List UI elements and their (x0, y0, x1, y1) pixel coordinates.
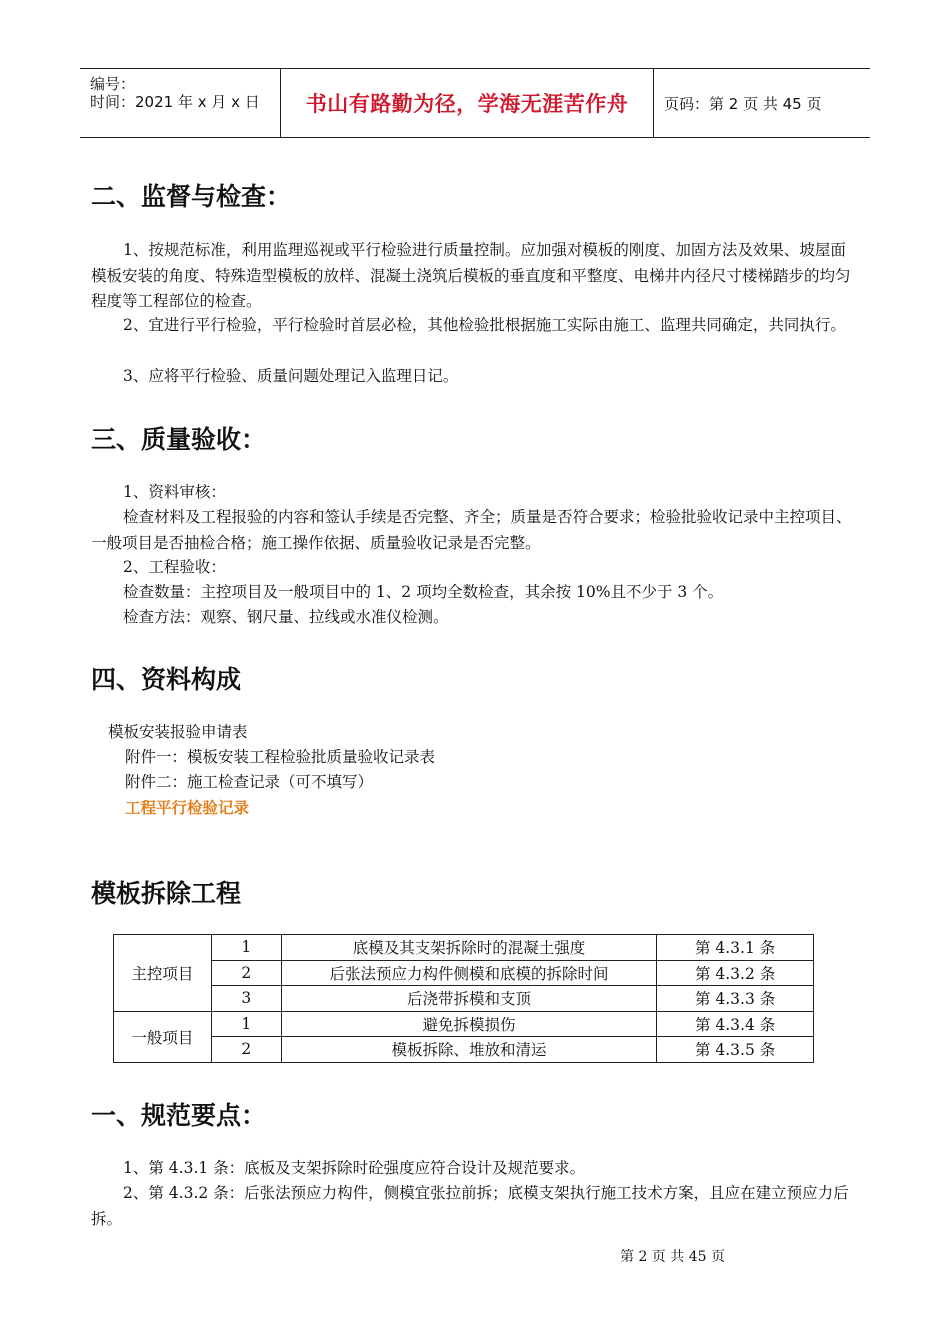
parallel-inspection-link-row (125, 796, 895, 822)
item-clause-cell: 第 4.3.5 条 (657, 1037, 814, 1063)
document-item: 附件二：施工检查记录（可不填写） (125, 773, 374, 791)
paragraph: 2、第 4.3.2 条：后张法预应力构件，侧模宜张拉前拆；底模支架执行施工技术方案，且应在建立预应力后拆。 (91, 1184, 849, 1228)
paragraph: 检查数量：主控项目及一般项目中的 1、2 项均全数检查，其余按 10%且不少于 3 个。 (123, 583, 724, 601)
item-no-cell: 3 (211, 986, 281, 1012)
item-desc-cell: 后张法预应力构件侧模和底模的拆除时间 (281, 960, 656, 986)
header-motto-cell (281, 69, 654, 137)
header-page-info: 页码：第 2 页 共 45 页 (664, 94, 822, 113)
removal-heading: 模板拆除工程 (91, 879, 242, 908)
removal-items-table (113, 934, 814, 1063)
section-heading-key-points: 一、规范要点： (91, 1101, 267, 1130)
table-row (114, 986, 814, 1012)
paragraph: 1、第 4.3.1 条：底板及支架拆除时砼强度应符合设计及规范要求。 (123, 1159, 586, 1177)
time-label: 时间：2021 年 x 月 x 日 (90, 93, 260, 111)
paragraph: 检查方法：观察、钢尺量、拉线或水准仪检测。 (123, 608, 449, 626)
item-clause-cell: 第 4.3.2 条 (657, 960, 814, 986)
section-heading-acceptance: 三、质量验收： (91, 425, 267, 454)
item-no-cell: 1 (211, 1011, 281, 1037)
paragraph: 检查材料及工程报验的内容和签认手续是否完整、齐全；质量是否符合要求；检验批验收记录中主控项目、一般项目是否抽检合格；施工操作依据、质量验收记录是否完整。 (91, 508, 852, 552)
header-page-cell (654, 69, 870, 137)
item-desc-cell: 避免拆模损伤 (281, 1011, 656, 1037)
item-clause-cell: 第 4.3.4 条 (657, 1011, 814, 1037)
item-no-cell: 2 (211, 960, 281, 986)
table-row (114, 1037, 814, 1063)
item-desc-cell: 底模及其支架拆除时的混凝土强度 (281, 935, 656, 961)
page-header (80, 68, 870, 138)
section-heading-supervision: 二、监督与检查： (91, 182, 292, 211)
item-no-cell: 1 (211, 935, 281, 961)
item-desc-cell: 模板拆除、堆放和清运 (281, 1037, 656, 1063)
paragraph: 1、资料审核： (123, 483, 226, 501)
number-label: 编号： (90, 75, 136, 93)
section-heading-documents: 四、资料构成 (91, 665, 242, 694)
parallel-inspection-link[interactable]: 工程平行检验记录 (125, 799, 250, 817)
header-motto: 书山有路勤为径，学海无涯苦作舟 (305, 92, 629, 116)
group-name-cell: 一般项目 (114, 1011, 212, 1062)
paragraph: 1、按规范标准，利用监理巡视或平行检验进行质量控制。应加强对模板的刚度、加固方法及效果、坡屋面模板安装的角度、特殊造型模板的放样、混凝土浇筑后模板的垂直度和平整度、电梯井内径尺寸楼梯踏步的均匀程度等工程部位的检查。 (91, 241, 851, 310)
page-footer: 第 2 页 共 45 页 (620, 1249, 725, 1265)
header-meta-cell (80, 69, 281, 137)
paragraph: 2、宜进行平行检验，平行检验时首层必检，其他检验批根据施工实际由施工、监理共同确定，共同执行。 (123, 316, 846, 334)
paragraph: 3、应将平行检验、质量问题处理记入监理日记。 (123, 367, 459, 385)
table-row (114, 960, 814, 986)
table-row (114, 1011, 814, 1037)
document-item: 模板安装报验申请表 (108, 723, 248, 741)
item-clause-cell: 第 4.3.1 条 (657, 935, 814, 961)
item-desc-cell: 后浇带拆模和支顶 (281, 986, 656, 1012)
item-no-cell: 2 (211, 1037, 281, 1063)
document-item: 附件一：模板安装工程检验批质量验收记录表 (125, 748, 436, 766)
table-row (114, 935, 814, 961)
paragraph: 2、工程验收： (123, 558, 226, 576)
group-name-cell: 主控项目 (114, 935, 212, 1012)
item-clause-cell: 第 4.3.3 条 (657, 986, 814, 1012)
